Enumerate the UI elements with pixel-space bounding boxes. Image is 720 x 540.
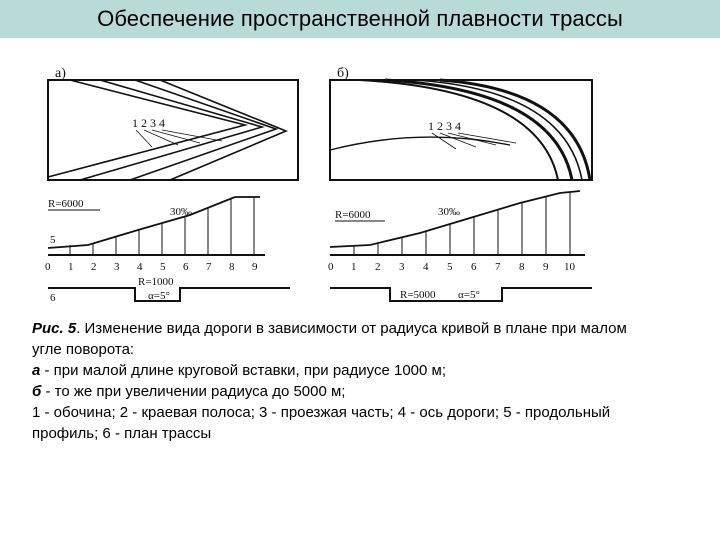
panel-b-tick: 1 [351,261,357,273]
panel-b-plan-angle: α=5° [458,289,480,301]
panel-a-plan-angle: α=5° [148,290,170,302]
panel-a-tick: 4 [137,261,143,273]
panel-b-tick: 9 [543,261,549,273]
caption-legend: 1 - обочина; 2 - краевая полоса; 3 - проезжая часть; 4 - ось дороги; 5 - продольный профиль; 6 - план трассы [32,404,611,442]
panel-a-radius-label: R=6000 [48,198,84,210]
panel-b-lane-numbers: 1 2 3 4 [428,119,461,133]
panel-a-profile [45,197,290,304]
panel-b-tick: 7 [495,261,501,273]
panel-b-tick: 5 [447,261,453,273]
panel-b-tick: 0 [328,261,334,273]
panel-a-grade-label: 30‰ [170,206,192,218]
panel-b-tick: 10 [564,261,575,273]
panel-a-plan-radius: R=1000 [138,276,174,288]
panel-a-plan-number: 6 [50,292,56,304]
panel-a-perspective [48,66,298,180]
panel-b-radius-label: R=6000 [335,209,371,221]
panel-a-tick: 9 [252,261,258,273]
panel-a-tick: 6 [183,261,189,273]
caption-b-label: б [32,383,42,400]
panel-b-profile [328,191,592,301]
panel-b-tick: 2 [375,261,381,273]
panel-a-tick: 5 [160,261,166,273]
panel-b-perspective [330,66,592,180]
road-figure [40,55,600,305]
panel-b-tick: 8 [519,261,525,273]
panel-a-tick: 7 [206,261,212,273]
panel-a-tick: 2 [91,261,97,273]
road-figure-drawing [40,55,600,305]
caption-line-b [32,381,632,402]
panel-b-tick: 4 [423,261,429,273]
panel-a-tag: а) [55,66,66,81]
panel-a-tick: 1 [68,261,74,273]
panel-a-lane-numbers: 1 2 3 4 [132,116,165,130]
caption-line-a [32,360,632,381]
panel-b-grade-label: 30‰ [438,206,460,218]
panel-a-profile-number: 5 [50,234,56,246]
caption-a-label: а [32,362,41,379]
slide-title: Обеспечение пространственной плавности трассы [97,6,623,31]
figure-caption [32,318,632,444]
caption-figure-label: Рис. 5 [32,320,77,337]
title-bar [0,0,720,38]
panel-a-tick: 3 [114,261,120,273]
panel-b-plan-radius: R=5000 [400,289,436,301]
panel-b-tick: 6 [471,261,477,273]
panel-a-tick: 0 [45,261,51,273]
panel-b-tick: 3 [399,261,405,273]
caption-line-figure [32,318,632,360]
panel-b-tag: б) [337,66,349,81]
caption-b-text: - то же при увеличении радиуса до 5000 м; [41,383,346,400]
caption-figure-text: . Изменение вида дороги в зависимости от радиуса кривой в плане при малом угле поворота: [32,320,627,358]
caption-a-text: - при малой длине круговой вставки, при радиусе 1000 м; [40,362,447,379]
panel-a-tick: 8 [229,261,235,273]
